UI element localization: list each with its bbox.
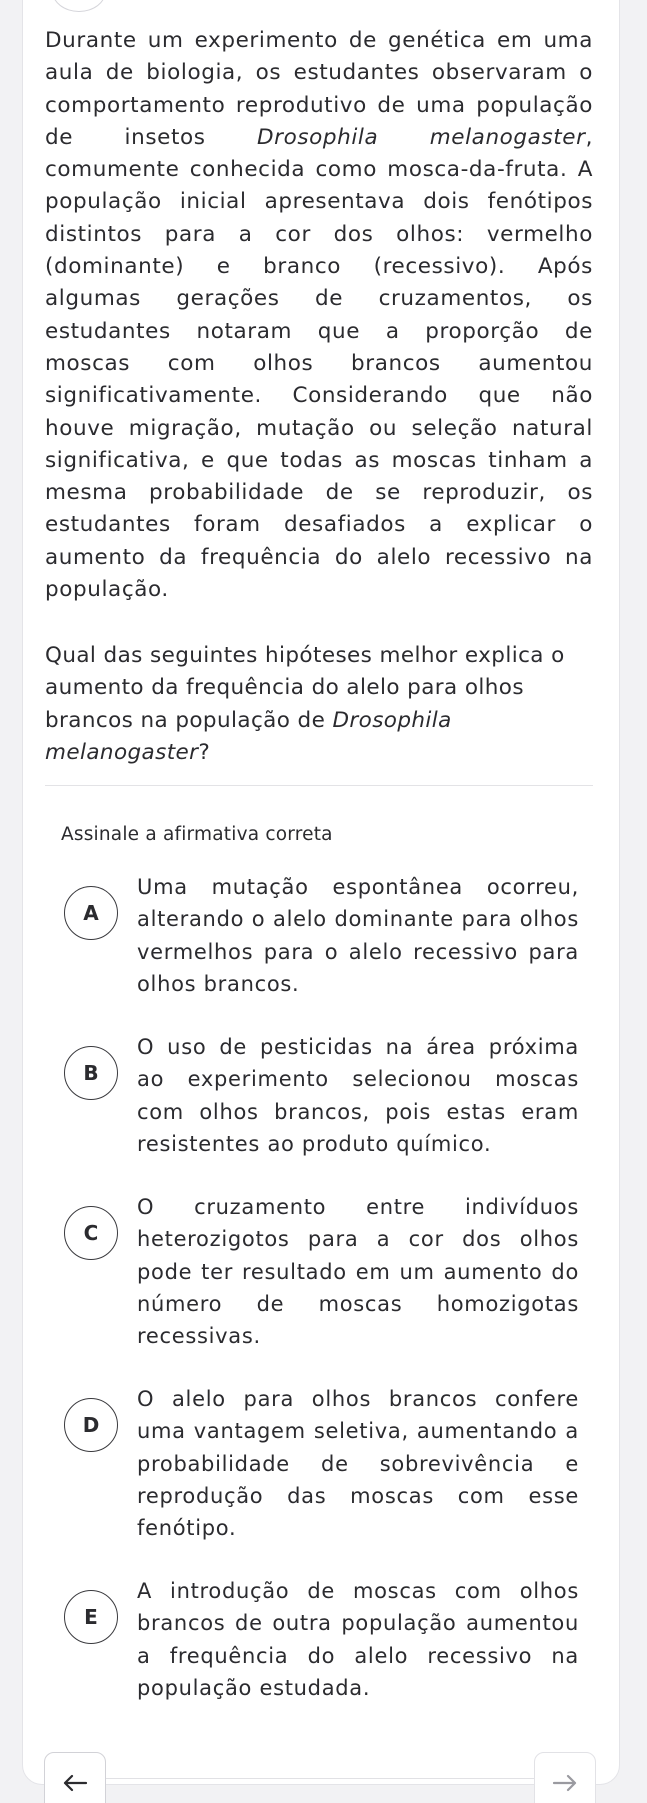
option-letter-a[interactable]: A — [64, 886, 118, 940]
arrow-left-icon — [62, 1773, 88, 1793]
option-text-b[interactable]: O uso de pesticidas na área próxima ao experimento selecionou moscas com olhos brancos, pois estas eram resistentes ao produto químico. — [137, 1035, 579, 1156]
bottom-bar-line — [104, 1778, 534, 1779]
instruction-label: Assinale a afirmativa correta — [61, 824, 333, 845]
option-letter-d[interactable]: D — [64, 1398, 118, 1452]
next-button[interactable] — [534, 1752, 596, 1803]
statement-rest: , comumente conhecida como mosca-da-fruta. A população inicial apresentava dois fenótipos distintos para a cor dos olhos: vermelho (dominante) e branco (recessivo). Após algumas gerações de cruzamentos, os estudantes notaram que a proporção de moscas com olhos brancos aumentou significativamente. Considerando que não houve migração, mutação ou seleção natural significativa, e que todas as moscas tinham a mesma probabilidade de se reproduzir, os estudantes foram desafiados a explicar o aumento da frequência do alelo recessivo na população. — [45, 124, 593, 603]
arrow-right-icon — [552, 1773, 578, 1793]
option-letter-e[interactable]: E — [64, 1590, 118, 1644]
option-text-d[interactable]: O alelo para olhos brancos confere uma vantagem seletiva, aumentando a probabilidade de sobrevivência e reprodução das moscas com esse fenótipo. — [137, 1387, 579, 1541]
question-end: ? — [198, 739, 211, 765]
statement-intro: Durante um experimento de genética em uma aula de biologia, os estudantes observaram o comportamento reprodutivo de uma população de insetos — [45, 28, 593, 150]
option-letter-c[interactable]: C — [64, 1206, 118, 1260]
divider — [45, 785, 593, 786]
option-letter-b[interactable]: B — [64, 1046, 118, 1100]
question-text: Qual das seguintes hipóteses melhor explica o aumento da frequência do alelo para olhos brancos na população de — [45, 643, 565, 733]
option-text-e[interactable]: A introdução de moscas com olhos brancos de outra população aumentou a frequência do alelo recessivo na população estudada. — [137, 1579, 579, 1700]
option-text-c[interactable]: O cruzamento entre indivíduos heterozigotos para a cor dos olhos pode ter resultado em um aumento do número de moscas homozigotas recessivas. — [137, 1195, 579, 1349]
statement-species: Drosophila melanogaster — [256, 124, 586, 150]
question-species: Drosophila melanogaster — [45, 707, 452, 765]
question-statement — [45, 25, 593, 606]
previous-button[interactable] — [44, 1752, 106, 1803]
option-text-a[interactable]: Uma mutação espontânea ocorreu, alterando o alelo dominante para olhos vermelhos para o alelo recessivo para olhos brancos. — [137, 875, 579, 996]
question-prompt — [45, 640, 593, 769]
